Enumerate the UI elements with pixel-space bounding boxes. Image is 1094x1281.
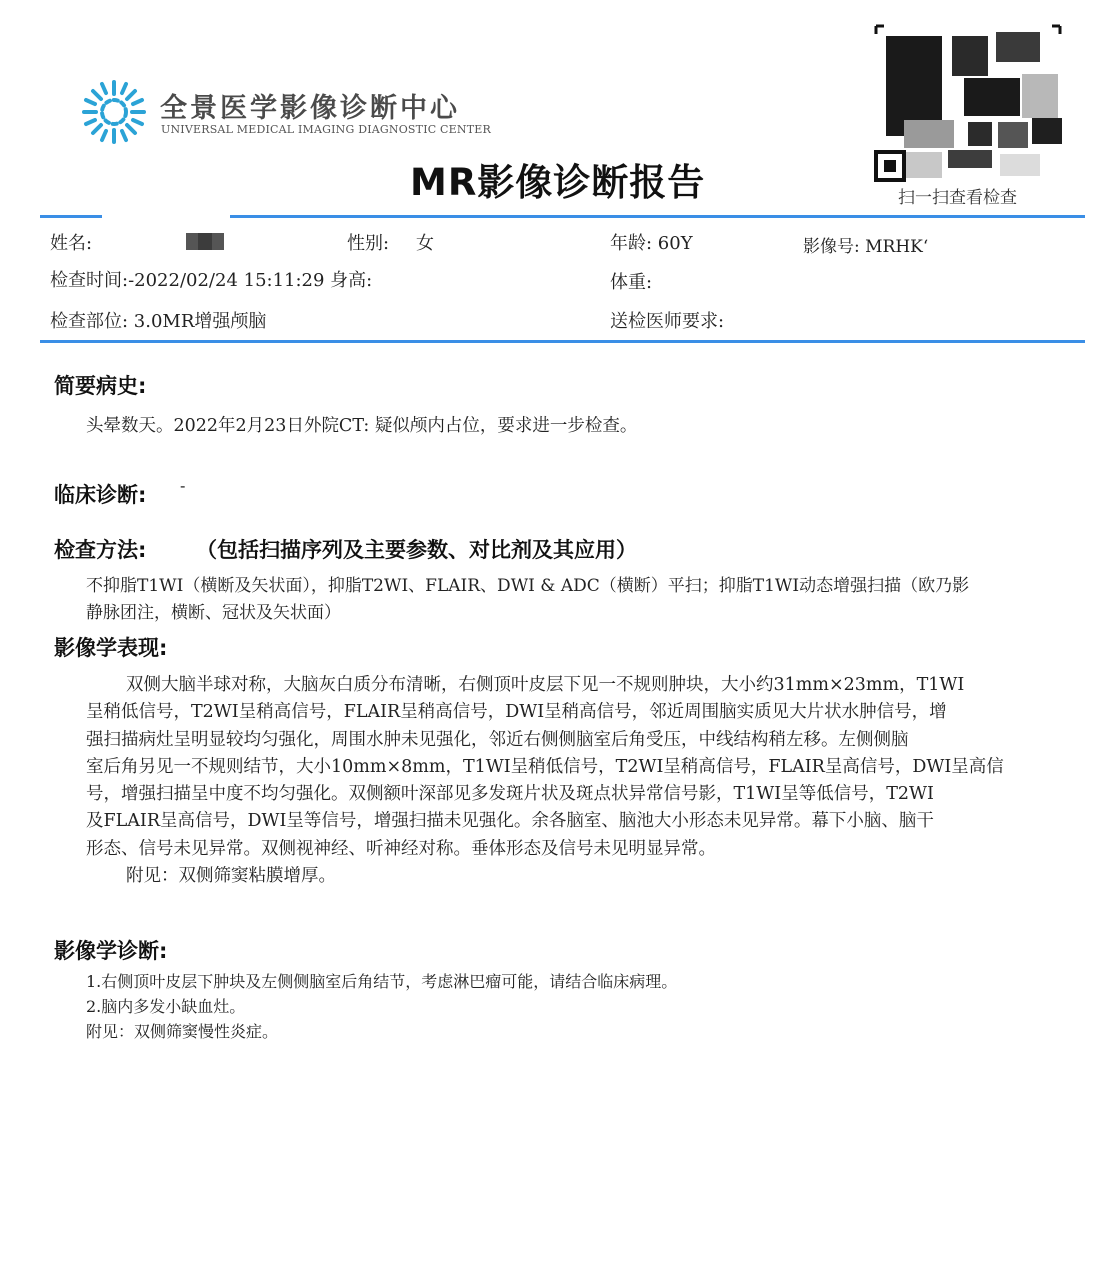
clinical-heading: 临床诊断:: [54, 483, 147, 507]
history-text: 头晕数天。2022年2月23日外院CT: 疑似颅内占位，要求进一步检查。: [86, 416, 638, 436]
age-field: 年龄: 60Y: [610, 233, 693, 254]
findings-line: 形态、信号未见异常。双侧视神经、听神经对称。垂体形态及信号未见明显异常。: [86, 838, 716, 859]
bottom-rule: [40, 340, 1085, 343]
findings-line: 及FLAIR呈高信号，DWI呈等信号，增强扫描未见强化。余各脑室、脑池大小形态未见异常。幕下小脑、脑干: [86, 811, 934, 832]
top-rule-left: [40, 215, 102, 218]
findings-line: 号，增强扫描呈中度不均匀强化。双侧额叶深部见多发斑片状及斑点状异常信号影，T1WI呈等低信号，T2WI: [86, 784, 934, 805]
qr-code-icon: [872, 22, 1068, 192]
center-logo-icon: [80, 78, 148, 146]
org-name-en: UNIVERSAL MEDICAL IMAGING DIAGNOSTIC CENTER: [161, 123, 491, 136]
method-subheading: （包括扫描序列及主要参数、对比剂及其应用）: [196, 538, 637, 562]
findings-line: 室后角另见一不规则结节，大小10mm×8mm，T1WI呈稍低信号，T2WI呈稍高信号，FLAIR呈高信号，DWI呈高信: [86, 756, 1004, 777]
diagnosis-item: 1.右侧顶叶皮层下肿块及左侧侧脑室后角结节，考虑淋巴瘤可能，请结合临床病理。: [86, 972, 678, 991]
history-heading: 简要病史:: [54, 374, 147, 398]
diagnosis-item: 2.脑内多发小缺血灶。: [86, 997, 246, 1016]
findings-appendix: 附见：双侧筛窦粘膜增厚。: [126, 866, 336, 887]
weight-label: 体重:: [610, 272, 653, 293]
name-label: 姓名:: [50, 233, 93, 254]
org-name-cn: 全景医学影像诊断中心: [160, 93, 460, 124]
clinical-value: -: [180, 476, 186, 495]
report-title: MR影像诊断报告: [410, 161, 706, 204]
method-heading: 检查方法:: [54, 538, 147, 562]
findings-line: 呈稍低信号，T2WI呈稍高信号，FLAIR呈稍高信号，DWI呈稍高信号，邻近周围脑实质见大片状水肿信号，增: [86, 702, 947, 723]
sex-value: 女: [416, 233, 434, 254]
exam-time-field: 检查时间:-2022/02/24 15:11:29 身高:: [50, 270, 373, 291]
findings-line: 强扫描病灶呈明显较均匀强化，周围水肿未见强化，邻近右侧侧脑室后角受压，中线结构稍左移。左侧侧脑: [86, 729, 909, 750]
method-line: 不抑脂T1WI（横断及矢状面），抑脂T2WI、FLAIR、DWI & ADC（横断）平扫；抑脂T1WI动态增强扫描（欧乃影: [86, 576, 970, 596]
diagnosis-heading: 影像学诊断:: [54, 939, 168, 963]
diagnosis-list: [86, 969, 677, 1044]
findings-heading: 影像学表现:: [54, 636, 168, 660]
method-line: 静脉团注，横断、冠状及矢状面）: [86, 603, 341, 624]
top-rule-right: [230, 215, 1085, 218]
qr-caption: 扫一扫查看检查: [898, 188, 1017, 208]
sex-label: 性别:: [347, 233, 390, 254]
diagnosis-item: 附见：双侧筛窦慢性炎症。: [86, 1022, 279, 1041]
findings-text: [86, 672, 1004, 890]
method-text: [86, 573, 969, 628]
image-number-field: 影像号: MRHK‘: [803, 237, 929, 257]
redacted-name: [186, 233, 224, 250]
exam-part-field: 检查部位: 3.0MR增强颅脑: [50, 311, 267, 332]
findings-line: 双侧大脑半球对称，大脑灰白质分布清晰，右侧顶叶皮层下见一不规则肿块，大小约31mm×23mm，T1WI: [126, 675, 965, 695]
doctor-request-label: 送检医师要求:: [610, 311, 725, 332]
